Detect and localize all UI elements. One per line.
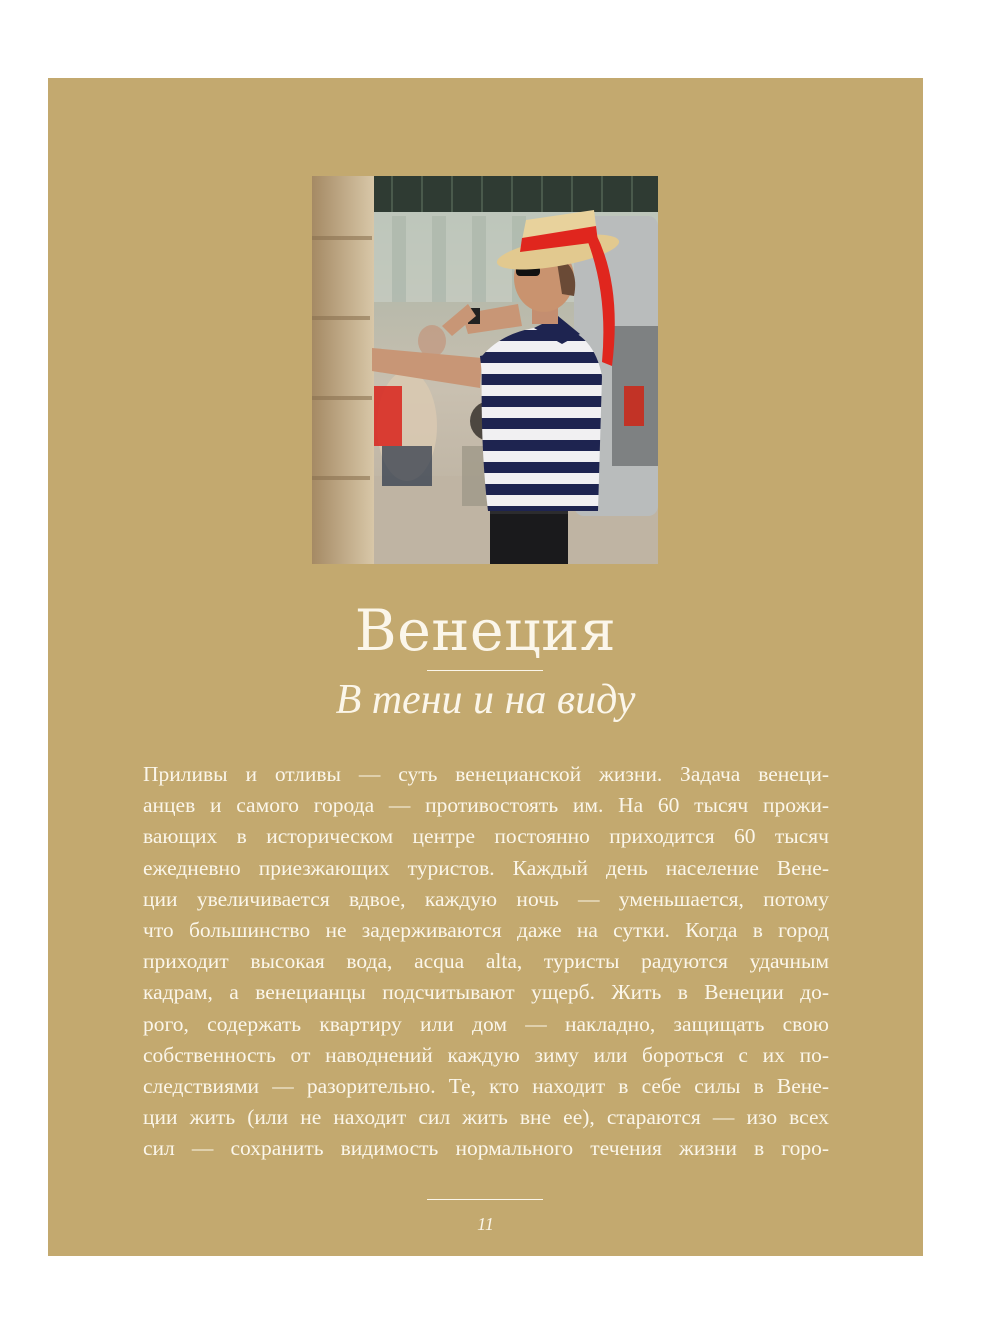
title-divider bbox=[427, 670, 543, 671]
body-line: ции жить (или не находит сил жить вне ее), стараются — изо всех bbox=[143, 1105, 829, 1130]
page-title: Венеция bbox=[354, 598, 617, 664]
body-line: кадрам, а венецианцы подсчитывают ущерб. Жить в Венеции до- bbox=[143, 980, 829, 1005]
body-paragraph bbox=[143, 759, 829, 1165]
gondolier-photo bbox=[312, 176, 658, 564]
body-line: Приливы и отливы — суть венецианской жизни. Задача венеци- bbox=[143, 762, 829, 786]
body-line: анцев и самого города — противостоять им. На 60 тысяч прожи- bbox=[143, 793, 829, 818]
body-line: вающих в историческом центре постоянно приходится 60 тысяч bbox=[143, 824, 829, 849]
body-line: что большинство не задерживаются даже на сутки. Когда в город bbox=[143, 918, 829, 943]
page-number: 11 bbox=[477, 1214, 494, 1234]
body-line: рого, содержать квартиру или дом — накладно, защищать свою bbox=[143, 1011, 829, 1036]
body-line: сил — сохранить видимость нормального течения жизни в горо- bbox=[143, 1136, 829, 1161]
body-line: приходит высокая вода, acqua alta, туристы радуются удачным bbox=[143, 949, 829, 974]
body-line: ции увеличивается вдвое, каждую ночь — уменьшается, потому bbox=[143, 886, 829, 911]
page-panel bbox=[48, 78, 923, 1256]
body-line: следствиями — разорительно. Те, кто находит в себе силы в Вене- bbox=[143, 1074, 829, 1099]
page-subtitle: В тени и на виду bbox=[335, 677, 636, 723]
gondolier-illustration bbox=[312, 176, 658, 564]
footer-divider bbox=[427, 1199, 543, 1200]
body-line: собственность от наводнений каждую зиму или бороться с их по- bbox=[143, 1042, 829, 1067]
body-line: ежедневно приезжающих туристов. Каждый день население Вене- bbox=[143, 855, 829, 880]
